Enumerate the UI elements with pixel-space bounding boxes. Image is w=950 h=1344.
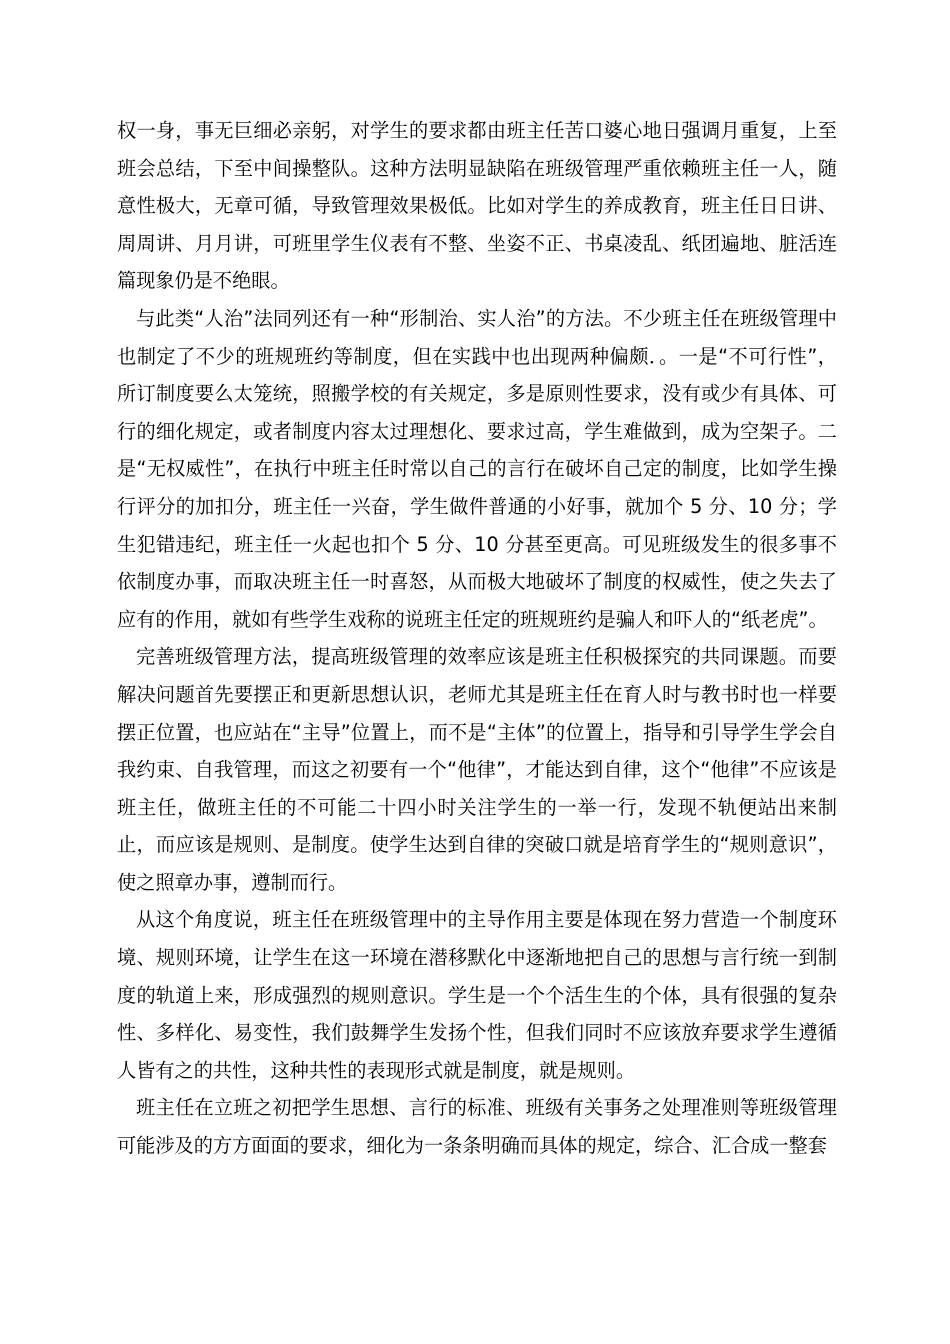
document-body — [117, 112, 837, 1165]
paragraph-5: 班主任在立班之初把学生思想、言行的标准、班级有关事务之处理准则等班级管理可能涉及的方方面面的要求，细化为一条条明确而具体的规定，综合、汇合成一整套 — [117, 1096, 837, 1158]
paragraph-4: 从这个角度说，班主任在班级管理中的主导作用主要是体现在努力营造一个制度环境、规则环境，让学生在这一环境在潜移默化中逐渐地把自己的思想与言行统一到制度的轨道上来，形成强烈的规则意识。学生是一个个活生生的个体，具有很强的复杂性、多样化、易变性，我们鼓舞学生发扬个性，但我们同时不应该放弃要求学生遵循人皆有之的共性，这种共性的表现形式就是制度，就是规则。 — [117, 908, 837, 1082]
paragraph-2: 与此类“人治”法同列还有一种“形制治、实人治”的方法。不少班主任在班级管理中也制定了不少的班规班约等制度，但在实践中也出现两种偏颇．。一是“不可行性”，所订制度要么太笼统，照搬学校的有关规定，多是原则性要求，没有或少有具体、可行的细化规定，或者制度内容太过理想化、要求过高，学生难做到，成为空架子。二是“无权威性”，在执行中班主任时常以自己的言行在破坏自己定的制度，比如学生操行评分的加扣分，班主任一兴奋，学生做件普通的小好事，就加个 5 分、10 分；学生犯错违纪，班主任一火起也扣个 5 分、10 分甚至更高。可见班级发生的很多事不依制度办事，而取决班主任一时喜怒，从而极大地破坏了制度的权威性，使之失去了应有的作用，就如有些学生戏称的说班主任定的班规班约是骗人和吓人的“纸老虎”。 — [117, 306, 837, 631]
paragraph-1: 权一身，事无巨细必亲躬，对学生的要求都由班主任苦口婆心地日强调月重复，上至班会总结，下至中间操整队。这种方法明显缺陷在班级管理严重依赖班主任一人，随意性极大，无章可循，导致管理效果极低。比如对学生的养成教育，班主任日日讲、周周讲、月月讲，可班里学生仪表有不整、坐姿不正、书桌凌乱、纸团遍地、脏活连篇现象仍是不绝眼。 — [117, 119, 837, 293]
paragraph-3: 完善班级管理方法，提高班级管理的效率应该是班主任积极探究的共同课题。而要解决问题首先要摆正和更新思想认识，老师尤其是班主任在育人时与教书时也一样要摆正位置，也应站在“主导”位置上，而不是“主体”的位置上，指导和引导学生学会自我约束、自我管理，而这之初要有一个“他律”，才能达到自律，这个“他律”不应该是班主任，做班主任的不可能二十四小时关注学生的一举一行，发现不轨便站出来制止，而应该是规则、是制度。使学生达到自律的突破口就是培育学生的“规则意识”，使之照章办事，遵制而行。 — [117, 645, 837, 894]
